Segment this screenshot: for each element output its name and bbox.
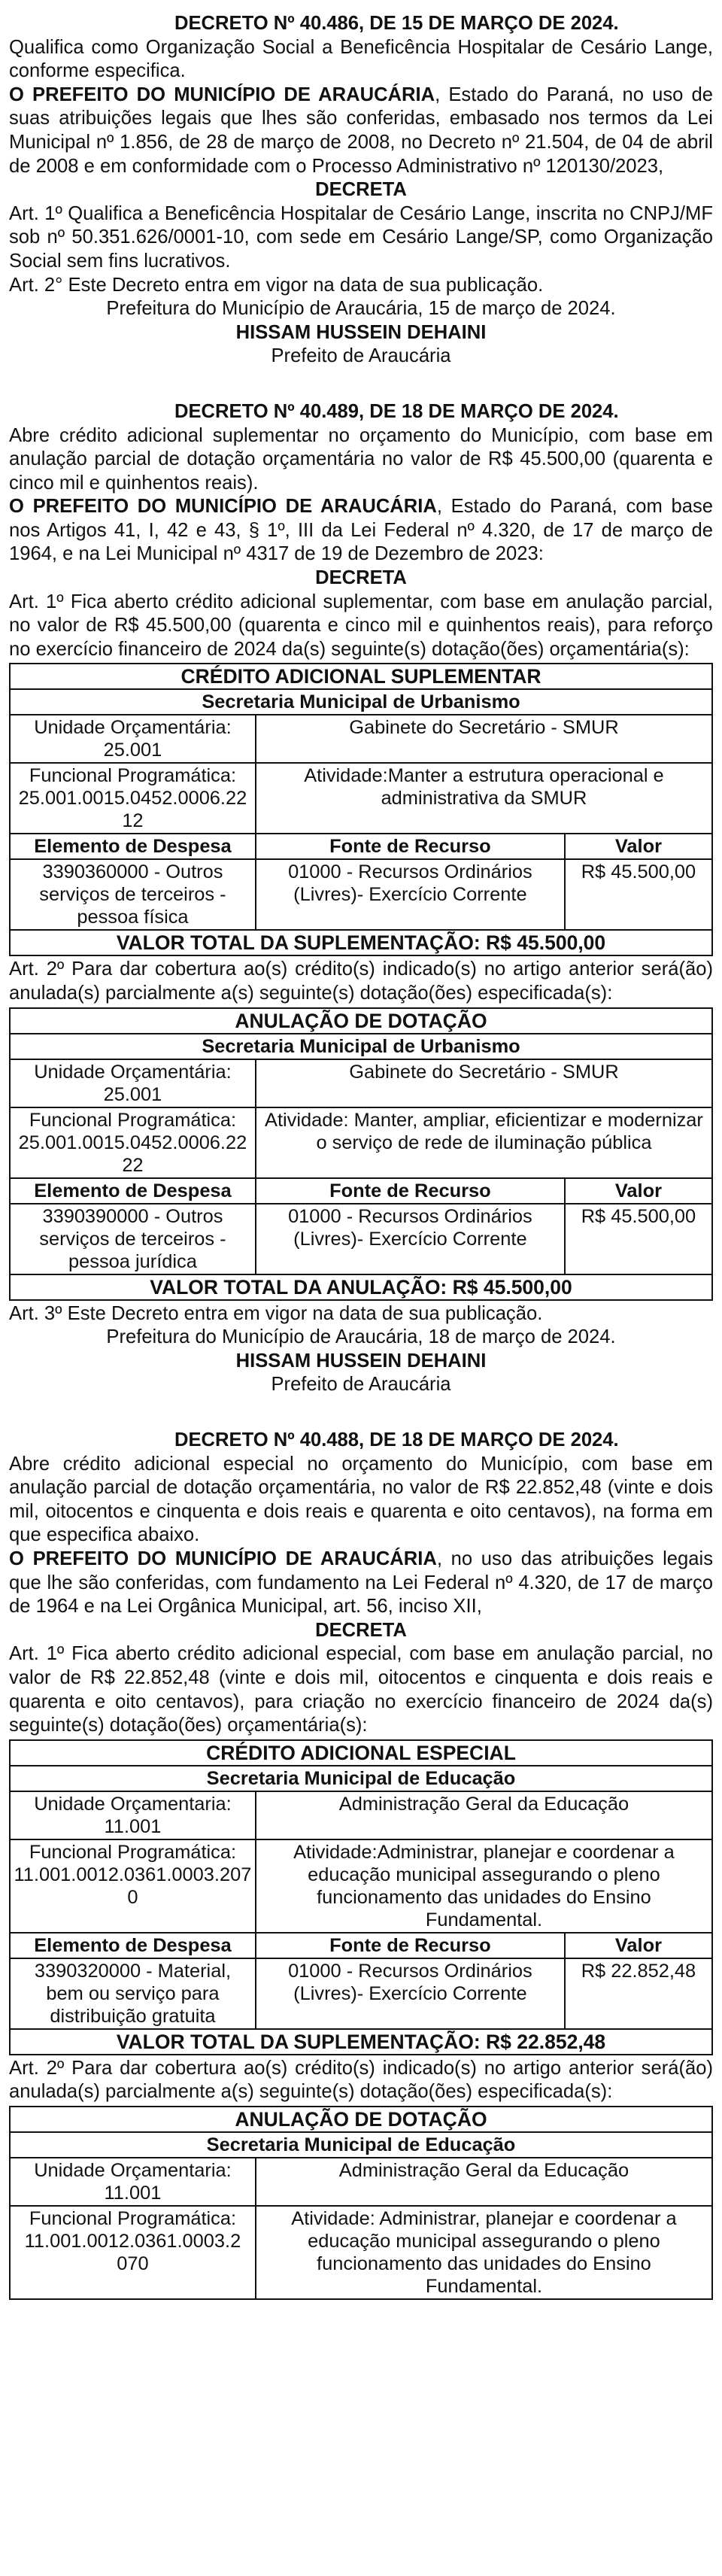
preamble-authority: O PREFEITO DO MUNICÍPIO DE ARAUCÁRIA: [9, 84, 435, 105]
unidade-label: Unidade Orçamentária:: [34, 1061, 232, 1083]
signer-role: Prefeito de Araucária: [271, 1374, 451, 1396]
funcional-code: 25.001.0015.0452.0006.22 22: [18, 1132, 247, 1176]
table-secretaria: Secretaria Municipal de Urbanismo: [10, 689, 712, 715]
decree-40486: [9, 12, 713, 369]
funcional-desc: Atividade: Administrar, planejar e coordenar a educação municipal assegurando o pleno funcionamento das unidades do Ensino Fundamental.: [256, 2206, 712, 2299]
col-fonte: Fonte de Recurso: [256, 1178, 565, 1204]
valor-value: R$ 45.500,00: [565, 1204, 712, 1274]
funcional-cell: [10, 1839, 256, 1933]
decree-summary: Abre crédito adicional especial no orçamento do Município, com base em anulação parcial de dotação orçamentária, no valor de R$ 22.852,48 (vinte e dois mil, oitocentos e cinquenta e dois reais e quarenta e oito centavos), na forma em que especifica abaixo.: [9, 1453, 713, 1546]
funcional-label: Funcional Programática:: [29, 765, 237, 787]
table-secretaria: Secretaria Municipal de Educação: [10, 2132, 712, 2158]
decreta-heading: DECRETA: [315, 1619, 407, 1641]
col-valor: Valor: [565, 1933, 712, 1958]
funcional-label: Funcional Programática:: [29, 1109, 237, 1131]
col-elemento: Elemento de Despesa: [10, 1178, 256, 1204]
col-valor: Valor: [565, 834, 712, 859]
funcional-desc: Atividade:Administrar, planejar e coordenar a educação municipal assegurando o pleno funcionamento das unidades do Ensino Fundamental.: [256, 1839, 712, 1933]
valor-value: R$ 22.852,48: [565, 1958, 712, 2029]
col-elemento: Elemento de Despesa: [10, 834, 256, 859]
place-date: Prefeitura do Município de Araucária, 18 de março de 2024.: [106, 1326, 616, 1348]
fonte-value: 01000 - Recursos Ordinários (Livres)- Exercício Corrente: [256, 859, 565, 930]
fonte-value: 01000 - Recursos Ordinários (Livres)- Exercício Corrente: [256, 1204, 565, 1274]
table-total: VALOR TOTAL DA ANULAÇÃO: R$ 45.500,00: [10, 1274, 712, 1300]
decree-preamble: [9, 495, 713, 567]
table-header: CRÉDITO ADICIONAL ESPECIAL: [10, 1740, 712, 1766]
article-1: Art. 1º Fica aberto crédito adicional suplementar, com base em anulação parcial, no valor de R$ 45.500,00 (quarenta e cinco mil e quinhentos reais), para reforço no exercício financeiro de 2024 da(s) seguinte(s) dotação(ões) orçamentária(s):: [9, 591, 713, 660]
unidade-code: 11.001: [104, 1815, 162, 1837]
preamble-text: , Estado do Paraná, com base nos Artigos 41, I, 42 e 43, § 1º, III da Lei Federal nº 4.320, de 17 de março de 1964, e na Lei Municipal nº 4317 de 19 de Dezembro de 2023:: [9, 496, 713, 565]
elemento-value: 3390360000 - Outros serviços de terceiros - pessoa física: [10, 859, 256, 930]
fonte-value: 01000 - Recursos Ordinários (Livres)- Exercício Corrente: [256, 1958, 565, 2029]
article-2: Art. 2º Para dar cobertura ao(s) crédito(s) indicado(s) no artigo anterior será(ão) anulada(s) parcialmente a(s) seguinte(s) dotação(ões) especificada(s):: [9, 958, 713, 1004]
table-secretaria: Secretaria Municipal de Urbanismo: [10, 1034, 712, 1059]
unidade-code: 11.001: [104, 2182, 162, 2204]
preamble-authority: O PREFEITO DO MUNICÍPIO DE ARAUCÁRIA: [9, 496, 437, 518]
unidade-cell: [10, 715, 256, 763]
valor-value: R$ 45.500,00: [565, 859, 712, 930]
unidade-desc: Administração Geral da Educação: [256, 2158, 712, 2206]
elemento-value: 3390390000 - Outros serviços de terceiros - pessoa jurídica: [10, 1204, 256, 1274]
col-elemento: Elemento de Despesa: [10, 1933, 256, 1958]
signer-name: HISSAM HUSSEIN DEHAINI: [235, 321, 487, 343]
decree-preamble: [9, 1548, 713, 1619]
unidade-label: Unidade Orçamentaria:: [34, 1793, 232, 1815]
unidade-label: Unidade Orçamentaria:: [34, 2159, 232, 2181]
funcional-code: 11.001.0012.0361.0003.207 0: [14, 1864, 252, 1908]
credit-table: [9, 1739, 713, 2055]
table-total: VALOR TOTAL DA SUPLEMENTAÇÃO: R$ 45.500,00: [10, 930, 712, 955]
unidade-label: Unidade Orçamentária:: [34, 717, 232, 739]
article-3: Art. 3º Este Decreto entra em vigor na data de sua publicação.: [9, 1302, 543, 1324]
unidade-code: 25.001: [103, 1083, 162, 1105]
unidade-code: 25.001: [103, 740, 162, 761]
decree-title: DECRETO Nº 40.489, DE 18 DE MARÇO DE 2024.: [174, 400, 619, 422]
signer-name: HISSAM HUSSEIN DEHAINI: [235, 1350, 487, 1372]
elemento-value: 3390320000 - Material, bem ou serviço para distribuição gratuita: [10, 1958, 256, 2029]
credit-table: [9, 663, 713, 956]
article-1: Art. 1º Fica aberto crédito adicional especial, com base em anulação parcial, no valor de R$ 22.852,48 (vinte e dois mil, oitocentos e cinquenta e dois reais e quarenta e oito centavos), para criação no exercício financeiro de 2024 da(s) seguinte(s) dotação(ões) orçamentária(s):: [9, 1643, 713, 1736]
preamble-text: , no uso das atribuições legais que lhe são conferidas, com fundamento na Lei Federal nº 4.320, de 17 de março de 1964 e na Lei Orgânica Municipal, art. 56, inciso XII,: [9, 1548, 713, 1618]
spacer: [9, 369, 713, 400]
col-valor: Valor: [565, 1178, 712, 1204]
table-header: ANULAÇÃO DE DOTAÇÃO: [10, 2107, 712, 2132]
decree-title: DECRETO Nº 40.488, DE 18 DE MARÇO DE 2024.: [174, 1429, 619, 1451]
spacer: [9, 1397, 713, 1429]
funcional-desc: Atividade:Manter a estrutura operacional e administrativa da SMUR: [256, 763, 712, 834]
signer-role: Prefeito de Araucária: [271, 345, 451, 367]
decreta-heading: DECRETA: [315, 567, 407, 589]
funcional-label: Funcional Programática:: [29, 2207, 237, 2229]
unidade-desc: Gabinete do Secretário - SMUR: [256, 715, 712, 763]
decree-summary: Abre crédito adicional suplementar no orçamento do Município, com base em anulação parcial de dotação orçamentária no valor de R$ 45.500,00 (quarenta e cinco mil e quinhentos reais).: [9, 424, 713, 494]
decree-summary: Qualifica como Organização Social a Beneficência Hospitalar de Cesário Lange, conforme especifica.: [9, 36, 713, 82]
decree-title: DECRETO Nº 40.486, DE 15 DE MARÇO DE 2024.: [174, 13, 619, 34]
annulment-table: [9, 2106, 713, 2300]
decree-preamble: [9, 84, 713, 178]
col-fonte: Fonte de Recurso: [256, 834, 565, 859]
annulment-table: [9, 1007, 713, 1301]
unidade-desc: Gabinete do Secretário - SMUR: [256, 1059, 712, 1107]
article-1: Art. 1º Qualifica a Beneficência Hospitalar de Cesário Lange, inscrita no CNPJ/MF sob nº 50.351.626/0001-10, com sede em Cesário Lange/SP, como Organização Social sem fins lucrativos.: [9, 202, 713, 272]
funcional-desc: Atividade: Manter, ampliar, eficientizar e modernizar o serviço de rede de iluminação pública: [256, 1107, 712, 1178]
unidade-cell: [10, 2158, 256, 2206]
decreta-heading: DECRETA: [315, 179, 407, 201]
unidade-cell: [10, 1791, 256, 1839]
funcional-cell: [10, 2206, 256, 2299]
decree-40488: [9, 1429, 713, 2300]
place-date: Prefeitura do Município de Araucária, 15 de março de 2024.: [106, 298, 616, 320]
preamble-text: , Estado do Paraná, no uso de suas atribuições legais que lhes são conferidas, embasado nos termos da Lei Municipal nº 1.856, de 28 de março de 2008, no Decreto nº 21.504, de 04 de abril de 2008 e em conformidade com o Processo Administrativo nº 120130/2023,: [9, 84, 714, 177]
preamble-authority: O PREFEITO DO MUNICÍPIO DE ARAUCÁRIA: [9, 1548, 437, 1569]
table-secretaria: Secretaria Municipal de Educação: [10, 1766, 712, 1791]
table-header: CRÉDITO ADICIONAL SUPLEMENTAR: [10, 664, 712, 689]
funcional-cell: [10, 763, 256, 834]
article-2: Art. 2º Para dar cobertura ao(s) crédito(s) indicado(s) no artigo anterior será(ão) anulada(s) parcialmente a(s) seguinte(s) dotação(ões) especificada(s):: [9, 2057, 713, 2103]
funcional-code: 11.001.0012.0361.0003.2 070: [24, 2230, 241, 2274]
funcional-code: 25.001.0015.0452.0006.22 12: [18, 788, 247, 832]
article-2: Art. 2° Este Decreto entra em vigor na data de sua publicação.: [9, 274, 544, 296]
decree-40489: [9, 400, 713, 1397]
unidade-cell: [10, 1059, 256, 1107]
funcional-label: Funcional Programática:: [29, 1841, 237, 1863]
table-header: ANULAÇÃO DE DOTAÇÃO: [10, 1008, 712, 1034]
col-fonte: Fonte de Recurso: [256, 1933, 565, 1958]
funcional-cell: [10, 1107, 256, 1178]
table-total: VALOR TOTAL DA SUPLEMENTAÇÃO: R$ 22.852,48: [10, 2029, 712, 2055]
unidade-desc: Administração Geral da Educação: [256, 1791, 712, 1839]
